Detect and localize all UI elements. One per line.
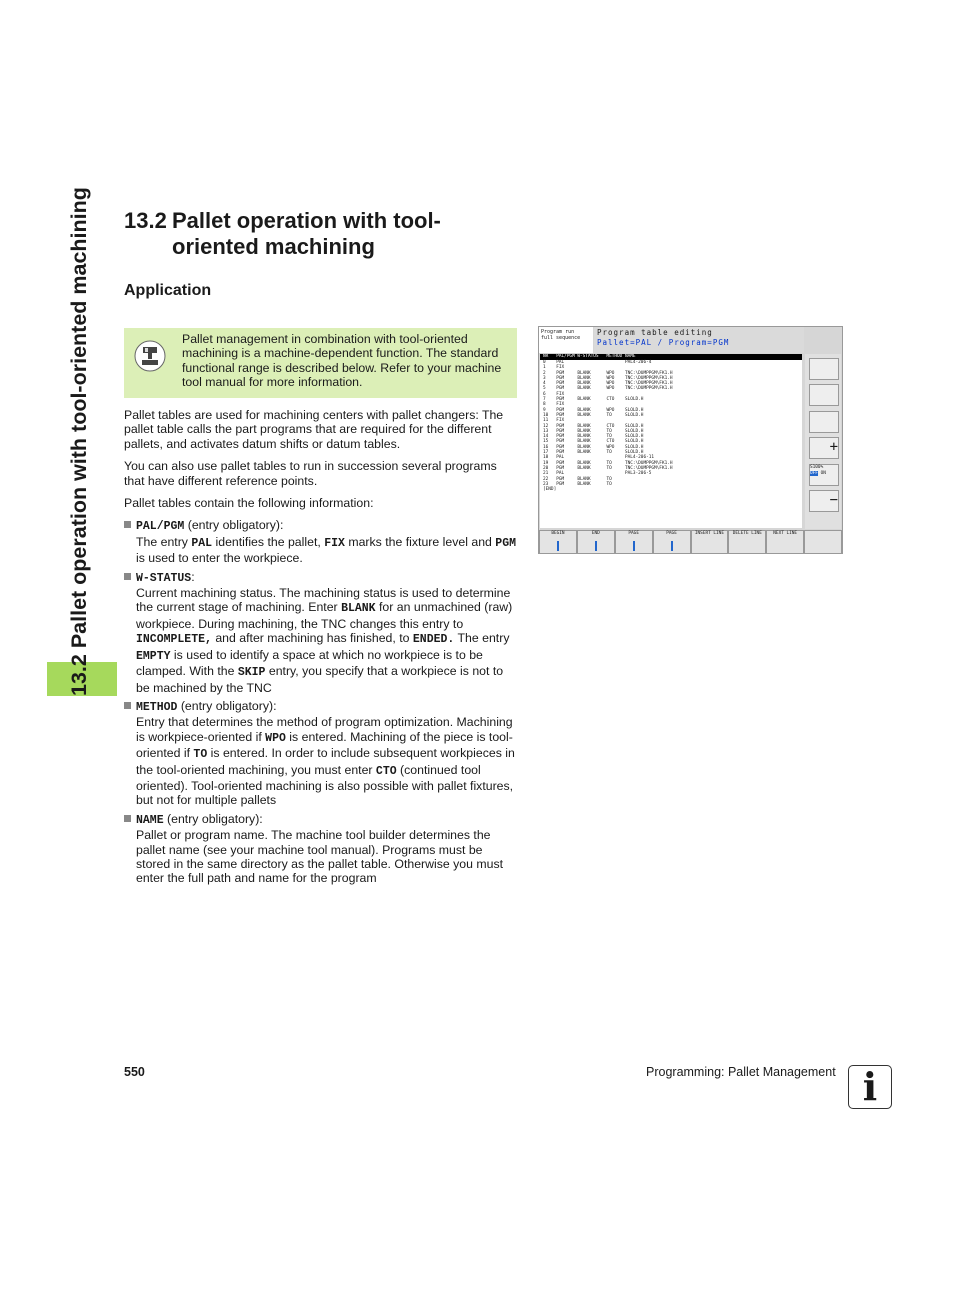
- title-line-2: oriented machining: [172, 234, 375, 259]
- item-code: INCOMPLETE,: [136, 633, 212, 647]
- softkey-insert-line[interactable]: INSERT LINE: [691, 530, 729, 554]
- table-row: 16 PGM BLANK WPO SLOLD.H: [543, 444, 644, 450]
- table-row: 8 FIX: [543, 402, 565, 408]
- sidebar-tab: [47, 187, 117, 696]
- item-desc: Entry that determines the method of program optimization. Machining is workpiece-oriented if: [136, 715, 513, 744]
- table-header: NR PAL/PGM W-STATUS METHOD NAME: [540, 354, 802, 360]
- mode-line-2: full sequence: [541, 335, 581, 341]
- item-code: W-STATUS: [136, 571, 192, 585]
- softkey-begin[interactable]: BEGIN: [539, 530, 577, 554]
- section-number: 13.2: [124, 208, 167, 233]
- on-label: ON: [820, 471, 826, 476]
- list-item-method: [124, 699, 519, 808]
- body-text: [124, 408, 519, 890]
- softkey-page[interactable]: PAGE: [653, 530, 691, 554]
- table-row: 15 PGM BLANK CTO SLOLD.H: [543, 439, 644, 445]
- table-row: 19 PGM BLANK TO TNC:\DUMPPGM\FK1.H: [543, 460, 673, 466]
- table-row: 11 FIX: [543, 418, 565, 424]
- table-row: 17 PGM BLANK TO SLOLD.H: [543, 450, 644, 456]
- note-box: [124, 328, 517, 398]
- table-row: 10 PGM BLANK TO SLOLD.H: [543, 412, 644, 418]
- item-code: SKIP: [237, 666, 266, 680]
- softkey-page[interactable]: PAGE: [615, 530, 653, 554]
- arrow-down-icon: [671, 541, 673, 551]
- note-text: Pallet management in combination with tool-oriented machining is a machine-dependent function. The standard functional range is described below. Refer to your machine tool manual for more information.: [182, 332, 502, 390]
- softkey-row: [539, 530, 842, 554]
- title-line-1: Pallet operation with tool-: [172, 208, 441, 233]
- table-row: 13 PGM BLANK TO SLOLD.H: [543, 428, 644, 434]
- table-row: 0 PAL PAL4-206-4: [543, 360, 652, 365]
- item-desc: is used to enter the workpiece.: [136, 551, 303, 566]
- table-row: 12 PGM BLANK CTO SLOLD.H: [543, 423, 644, 429]
- item-desc: The entry: [454, 631, 510, 646]
- arrow-up-icon: [557, 541, 559, 551]
- table-row: 22 PGM BLANK TO: [543, 476, 612, 482]
- item-code: EMPTY: [136, 649, 171, 663]
- sidebar-tab-text: 13.2 Pallet operation with tool-oriented machining: [67, 187, 91, 696]
- section-subheading: Application: [124, 282, 212, 299]
- screen-side-panel: [805, 354, 841, 529]
- info-icon: i: [848, 1065, 892, 1109]
- item-desc: (continued tool oriented). Tool-oriented machining is also possible with pallet fixtures, but not for multiple pallets: [136, 762, 514, 808]
- s100-label: S100%: [810, 465, 824, 470]
- item-code: PAL/PGM: [136, 520, 185, 534]
- item-desc: The entry: [136, 534, 192, 549]
- item-code: ENDED.: [412, 633, 455, 647]
- list-item-pal-pgm: [124, 518, 519, 565]
- table-row: 23 PGM BLANK TO: [543, 481, 612, 487]
- page-title: [124, 208, 441, 260]
- item-code: NAME: [136, 813, 164, 827]
- item-code: BLANK: [341, 602, 376, 616]
- item-rest: (entry obligatory):: [163, 811, 263, 826]
- softkey-next-line[interactable]: NEXT LINE: [766, 530, 804, 554]
- item-desc: Current machining status. The machining status is used to determine the current stage of machining. Enter: [136, 586, 511, 615]
- item-desc: and after machining has finished, to: [211, 631, 413, 646]
- item-code: PGM: [495, 536, 517, 550]
- item-desc: marks the fixture level and: [344, 534, 496, 549]
- item-desc: entry, you specify that a workpiece is not to be machined by the TNC: [136, 664, 504, 695]
- screen-title-2: Pallet=PAL / Program=PGM: [597, 338, 730, 347]
- paragraph-1: Pallet tables are used for machining centers with pallet changers: The pallet table calls the part programs that are required for the different pallets, and activates datum shifts or datum tables.: [124, 408, 504, 451]
- item-code: WPO: [265, 731, 286, 745]
- plus-icon: +: [809, 437, 839, 459]
- table-row: 20 PGM BLANK TO TNC:\DUMPPGM\FK1.H: [543, 465, 673, 471]
- table-row: 2 PGM BLANK WPO TNC:\DUMPPGM\FK1.H: [543, 370, 673, 376]
- arrow-down-icon: [595, 541, 597, 551]
- table-row: 1 FIX: [543, 365, 565, 371]
- table-row: 21 PAL PAL3-206-5: [543, 471, 652, 477]
- item-desc: is entered. Machining of the piece is tool-oriented if: [136, 729, 513, 761]
- item-desc: is entered. In order to include subsequent workpieces in the tool-oriented machining, you must enter: [136, 746, 515, 777]
- bullet-icon: [124, 815, 131, 822]
- side-softkey-t: [809, 411, 839, 433]
- table-row: 3 PGM BLANK WPO TNC:\DUMPPGM\FK1.H: [543, 375, 673, 381]
- chapter-title: Programming: Pallet Management: [646, 1065, 836, 1079]
- paragraph-2: You can also use pallet tables to run in succession several programs that have different reference points.: [124, 459, 497, 488]
- off-label: OFF: [810, 471, 818, 476]
- screen-mode: [539, 327, 593, 353]
- softkey-end[interactable]: END: [577, 530, 615, 554]
- item-desc: Pallet or program name. The machine tool builder determines the pallet name (see your machine tool manual). Programs must be stored in the same directory as the pallet table. Otherwise you must enter the full path and name for the program: [136, 828, 504, 886]
- bullet-icon: [124, 702, 131, 709]
- tnc-screenshot: [538, 326, 843, 554]
- table-row: 14 PGM BLANK TO SLOLD.H: [543, 434, 644, 440]
- item-code: METHOD: [136, 700, 178, 714]
- side-softkey-m: [809, 358, 839, 380]
- item-code: CTO: [375, 764, 397, 778]
- table-row: 4 PGM BLANK WPO TNC:\DUMPPGM\FK1.H: [543, 381, 673, 387]
- list-item-w-status: [124, 570, 519, 695]
- softkey-blank[interactable]: [804, 530, 842, 554]
- item-code: TO: [193, 748, 208, 762]
- mode-line-1: Program run: [541, 329, 575, 335]
- bullet-icon: [124, 573, 131, 580]
- item-code: PAL: [191, 536, 213, 550]
- table-rows: [540, 360, 802, 492]
- item-rest: (entry obligatory):: [184, 518, 284, 533]
- list-item-name: [124, 812, 519, 886]
- table-row: 5 PGM BLANK WPO TNC:\DUMPPGM\FK1.H: [543, 386, 673, 392]
- side-softkey-override: [809, 464, 839, 486]
- page-number: 550: [124, 1065, 145, 1079]
- item-rest: (entry obligatory):: [177, 698, 277, 713]
- machine-icon: [134, 340, 166, 372]
- item-desc: identifies the pallet,: [212, 534, 325, 549]
- table-row: 9 PGM BLANK WPO SLOLD.H: [543, 407, 644, 413]
- minus-icon: −: [809, 490, 839, 512]
- side-softkey-s: [809, 384, 839, 406]
- bullet-icon: [124, 521, 131, 528]
- softkey-delete-line[interactable]: DELETE LINE: [728, 530, 766, 554]
- paragraph-3: Pallet tables contain the following information:: [124, 496, 374, 511]
- item-code: FIX: [324, 536, 345, 550]
- arrow-up-icon: [633, 541, 635, 551]
- item-desc: for an unmachined (raw) workpiece. During machining, the TNC changes this entry to: [136, 600, 513, 631]
- item-desc: is used to identify a space at which no workpiece is to be clamped. With the: [136, 647, 483, 679]
- table-row: [END]: [543, 487, 557, 493]
- table-row: 18 PAL PAL4-206-11: [543, 455, 655, 461]
- screen-title: [594, 327, 804, 353]
- pallet-table: [540, 354, 802, 528]
- table-row: 7 PGM BLANK CTO SLOLD.H: [543, 397, 644, 403]
- table-row: 6 FIX: [543, 391, 565, 397]
- item-rest: :: [191, 569, 195, 584]
- screen-title-1: Program table editing: [597, 328, 713, 337]
